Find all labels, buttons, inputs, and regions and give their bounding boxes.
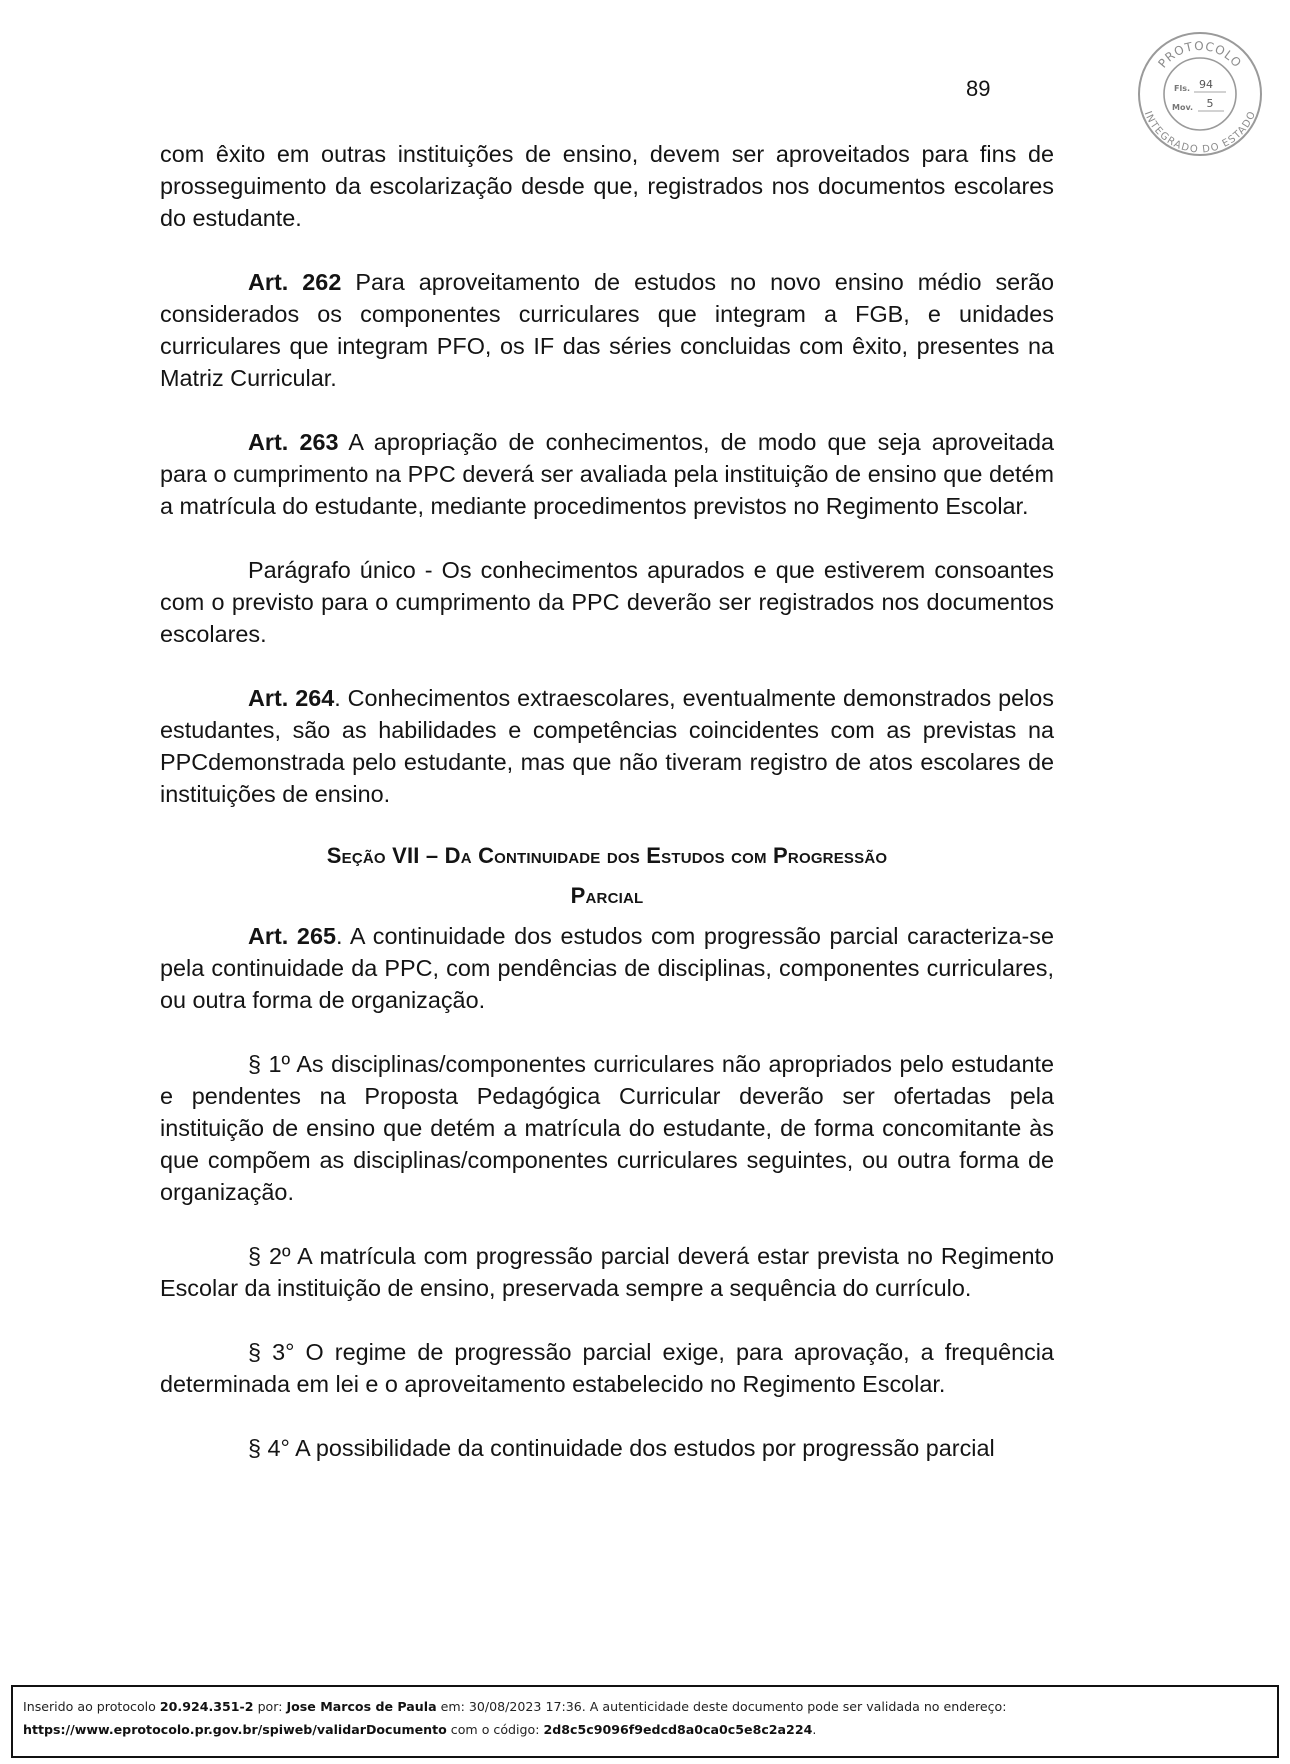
stamp-fls-value: 94 bbox=[1199, 78, 1213, 91]
footer-text: por: bbox=[253, 1699, 287, 1714]
stamp-top-text: PROTOCOLO bbox=[1155, 38, 1245, 71]
article-text: . A continuidade dos estudos com progressão parcial caracteriza-se pela continuidade da PPC, com pendências de disciplinas, componentes curriculares, ou outra forma de organização. bbox=[160, 923, 1054, 1013]
footer-text: . bbox=[812, 1722, 817, 1737]
article-262 bbox=[160, 266, 1054, 394]
footer-line-1 bbox=[23, 1695, 1267, 1718]
stamp-fls-label: Fls. bbox=[1174, 84, 1191, 93]
footer-line-2 bbox=[23, 1718, 1267, 1741]
paragraph-4: § 4° A possibilidade da continuidade dos estudos por progressão parcial bbox=[248, 1435, 995, 1461]
article-264 bbox=[160, 682, 1054, 810]
footer-text: com o código: bbox=[446, 1722, 544, 1737]
article-label: Art. 264 bbox=[248, 685, 335, 711]
stamp-mov-label: Mov. bbox=[1172, 103, 1194, 112]
section-heading-line: Seção VII – Da Continuidade dos Estudos com Progressão bbox=[326, 843, 888, 868]
sole-paragraph: Parágrafo único - Os conhecimentos apurados e que estiverem consoantes com o previsto para o cumprimento da PPC deverão ser registrados nos documentos escolares. bbox=[160, 557, 1054, 647]
document-body bbox=[160, 138, 1054, 1464]
author-name: Jose Marcos de Paula bbox=[286, 1699, 437, 1714]
article-label: Art. 263 bbox=[248, 429, 339, 455]
footer-text: Inserido ao protocolo bbox=[23, 1699, 160, 1714]
stamp-bottom-text: INTEGRADO DO ESTADO bbox=[1141, 109, 1259, 156]
footer-text: em: 30/08/2023 17:36. A autenticidade deste documento pode ser validada no endereço: bbox=[436, 1699, 1007, 1714]
validation-code: 2d8c5c9096f9edcd8a0ca0c5e8c2a224 bbox=[543, 1722, 813, 1737]
article-text: A apropriação de conhecimentos, de modo que seja aproveitada para o cumprimento na PPC deverá ser avaliada pela instituição de ensino que detém a matrícula do estudante, mediante procedimentos previstos no Regimento Escolar. bbox=[160, 429, 1054, 519]
page-number: 89 bbox=[966, 76, 991, 101]
article-label: Art. 262 bbox=[248, 269, 342, 295]
section-heading-line: Parcial bbox=[570, 883, 644, 908]
paragraph-1: § 1º As disciplinas/componentes curriculares não apropriados pelo estudante e pendentes na Proposta Pedagógica Curricular deverão ser ofertadas pela instituição de ensino que detém a matrícula do estudante, de forma concomitante às que compõem as disciplinas/componentes curriculares seguintes, ou outra forma de organização. bbox=[160, 1051, 1054, 1205]
protocol-number: 20.924.351-2 bbox=[159, 1699, 254, 1714]
paragraph-3: § 3° O regime de progressão parcial exige, para aprovação, a frequência determinada em lei e o aproveitamento estabelecido no Regimento Escolar. bbox=[160, 1339, 1054, 1397]
svg-text:PROTOCOLO bbox=[1155, 39, 1244, 71]
article-text: . Conhecimentos extraescolares, eventualmente demonstrados pelos estudantes, são as habilidades e competências coincidentes com as previstas na PPCdemonstrada pelo estudante, mas que não tiveram registro de atos escolares de instituições de ensino. bbox=[160, 685, 1055, 807]
validation-url[interactable]: https://www.eprotocolo.pr.gov.br/spiweb/validarDocumento bbox=[23, 1722, 447, 1737]
article-label: Art. 265 bbox=[248, 923, 336, 949]
paragraph-2: § 2º A matrícula com progressão parcial deverá estar prevista no Regimento Escolar da instituição de ensino, preservada sempre a sequência do currículo. bbox=[160, 1243, 1054, 1301]
protocol-stamp bbox=[1136, 30, 1264, 158]
article-text: Para aproveitamento de estudos no novo ensino médio serão considerados os componentes curriculares que integram a FGB, e unidades curriculares que integram PFO, os IF das séries concluidas com êxito, presentes na Matriz Curricular. bbox=[160, 269, 1054, 391]
stamp-mov-value: 5 bbox=[1206, 97, 1214, 110]
article-265 bbox=[160, 920, 1054, 1016]
svg-text:INTEGRADO DO ESTADO bbox=[1142, 110, 1258, 156]
paragraph: com êxito em outras instituições de ensino, devem ser aproveitados para fins de prosseguimento da escolarização desde que, registrados nos documentos escolares do estudante. bbox=[160, 141, 1054, 231]
article-263 bbox=[160, 426, 1054, 522]
authentication-footer bbox=[11, 1685, 1279, 1758]
section-heading bbox=[160, 836, 1054, 916]
